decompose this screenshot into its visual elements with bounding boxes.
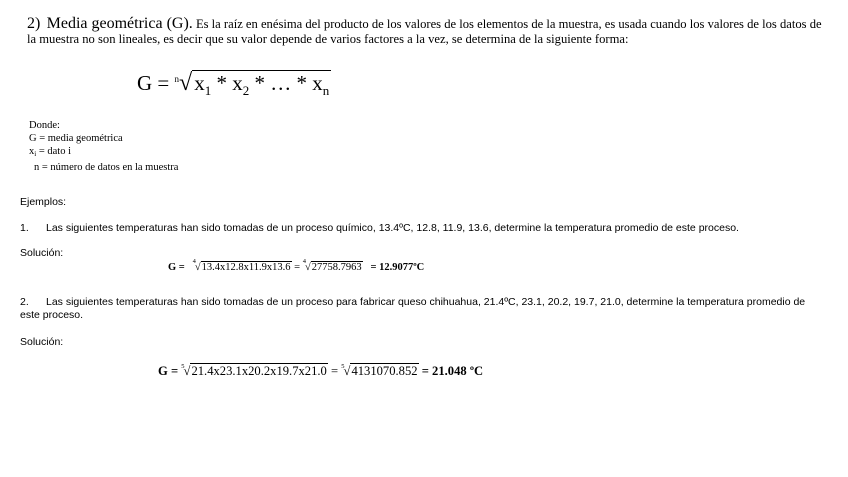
example2-lhs: G = — [158, 364, 179, 378]
section-description: Es la raíz en enésima del producto de los valores de los elementos de la muestra, es usada cuando los valores de los datos de la muestra no son lineales, es decir que su valor depende de varios factores a la vez, se determina de la siguiente forma: — [27, 17, 822, 46]
example1-number: 1. — [20, 222, 29, 234]
example1-solution-label: Solución: — [20, 247, 64, 259]
radical-sign-icon: √ — [183, 364, 191, 378]
formula-root-index: n — [174, 74, 180, 84]
example2-solution-label: Solución: — [20, 336, 64, 348]
example2-result: = 21.048 ºC — [421, 364, 484, 378]
section-number: 2) — [27, 15, 41, 32]
radical-sign-icon: √ — [343, 364, 351, 378]
example1-statement — [20, 222, 820, 235]
example2-product: 4131070.852 — [351, 364, 418, 378]
formula-lhs: G = — [137, 71, 170, 95]
example1-equation: G = $^4$√13.4x12.8x11.9x13.6 = $^4$√27758.7963 = 12.9077ºC — [168, 258, 425, 273]
definition-g: G = media geométrica — [29, 133, 123, 144]
definition-n: n = número de datos en la muestra — [34, 162, 179, 173]
definition-xi: $x_i$ = dato i — [29, 146, 71, 158]
example2-number: 2. — [20, 296, 29, 308]
example1-radicand: 13.4x12.8x11.9x13.6 — [201, 262, 291, 273]
radical-sign-icon: √ — [179, 70, 193, 96]
radical-sign-icon: √ — [194, 262, 201, 273]
section-intro — [27, 16, 827, 47]
example2-radicand: 21.4x23.1x20.2x19.7x21.0 — [191, 364, 327, 378]
definitions-heading: Donde: — [29, 120, 60, 131]
example2-equation: G = $^5$√21.4x23.1x20.2x19.7x21.0 = $^5$√4131070.852 = 21.048 ºC — [158, 363, 484, 378]
example1-result: = 12.9077ºC — [370, 262, 425, 273]
example2-text: Las siguientes temperaturas han sido tomadas de un proceso para fabricar queso chihuahua, 21.4ºC, 23.1, 20.2, 19.7, 21.0, determine la temperatura promedio de este proceso. — [20, 296, 806, 321]
definitions — [29, 119, 178, 174]
section-title: Media geométrica (G). — [46, 15, 193, 32]
examples-heading: Ejemplos: — [20, 196, 67, 208]
example1-text: Las siguientes temperaturas han sido tomadas de un proceso químico, 13.4ºC, 12.8, 11.9, 13.6, determine la temperatura promedio de este proceso. — [46, 222, 739, 234]
radical-sign-icon: √ — [304, 262, 311, 273]
geometric-mean-formula — [137, 70, 331, 99]
example1-lhs: G = — [168, 262, 185, 273]
formula-radicand: $x_1 * x_2$ * … * $x_n$ — [194, 71, 330, 99]
example1-product: 27758.7963 — [311, 262, 362, 273]
example2-statement — [20, 296, 820, 322]
